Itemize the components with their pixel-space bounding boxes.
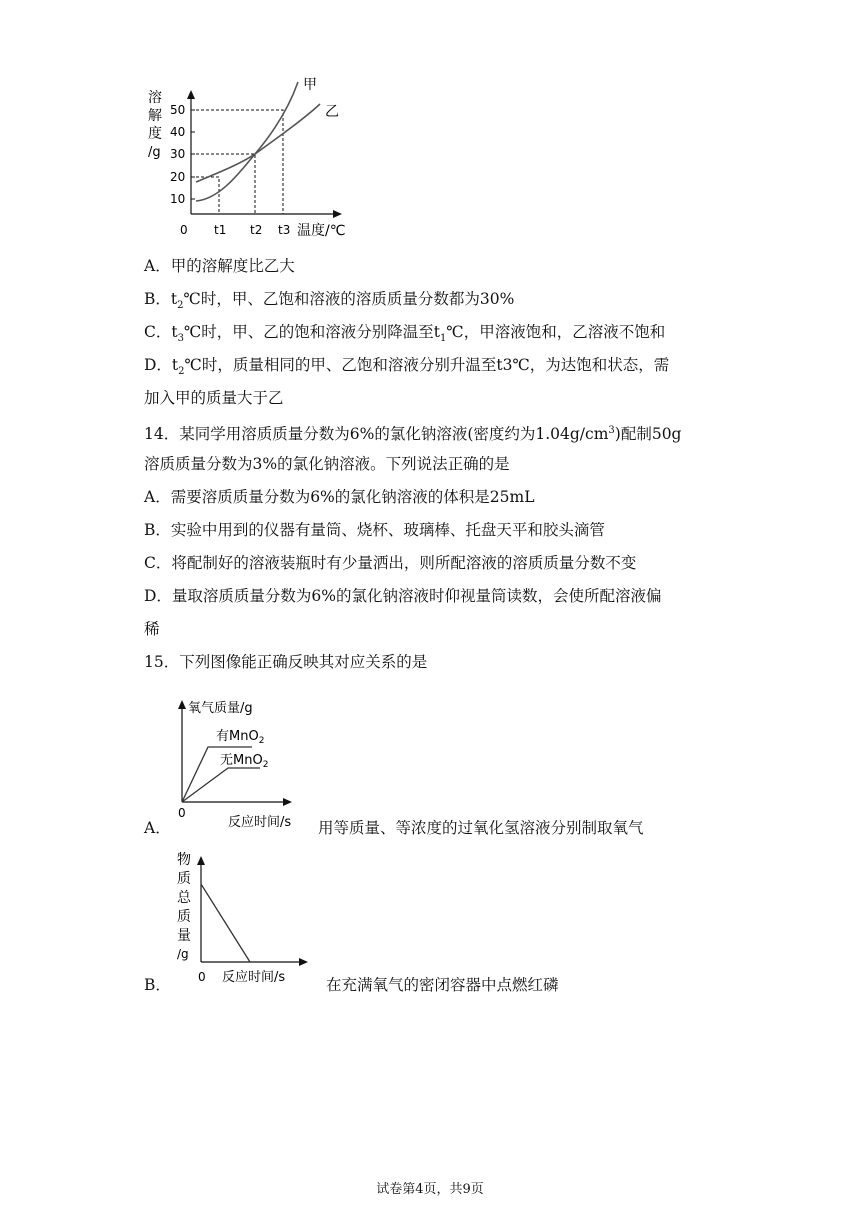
y-axis-label-char: 溶: [148, 90, 162, 106]
q14-stem: 14．某同学用溶质质量分数为6%的氯化钠溶液(密度约为$1.04g/cm^3$)配制50g: [144, 425, 682, 444]
y-axis-label-char: 质: [177, 909, 191, 925]
q14-option-a: A．需要溶质质量分数为6%的氯化钠溶液的体积是25mL: [144, 488, 535, 506]
q13-option-b: B．$t_2℃$时，甲、乙饱和溶液的溶质质量分数都为30%: [144, 290, 515, 312]
mass-line: [201, 884, 250, 962]
x-axis-label: 反应时间/s: [228, 815, 292, 830]
q14-option-d: D．量取溶质质量分数为6%的氯化钠溶液时仰视量筒读数，会使所配溶液偏: [144, 587, 662, 605]
series-yi-curve: [196, 104, 320, 182]
y-tick-label: 40: [170, 125, 186, 139]
x-tick-label: t2: [250, 223, 263, 237]
y-axis-label-char: 总: [177, 890, 191, 906]
q13-option-c: C．$t_3℃$时，甲、乙的饱和溶液分别降温至$t_1℃$，甲溶液饱和，乙溶液不饱和: [144, 323, 666, 345]
y-axis-label-char: 物: [177, 852, 191, 868]
y-axis-arrow: [178, 700, 186, 709]
x-axis-label: 反应时间/s: [222, 970, 286, 985]
origin-label: 0: [178, 806, 186, 820]
y-tick-label: 30: [170, 147, 186, 161]
x-axis-arrow: [283, 798, 292, 806]
series-label-jia: 甲: [303, 77, 317, 93]
y-axis-label-char: /g: [148, 145, 161, 160]
y-axis-label-char: /g: [177, 947, 189, 961]
y-axis-label: 氧气质量/g: [188, 701, 253, 716]
q15-option-a-text: 用等质量、等浓度的过氧化氢溶液分别制取氧气: [318, 819, 644, 837]
series-label-yi: 乙: [325, 104, 339, 120]
y-axis-label-char: 质: [177, 871, 191, 887]
total-mass-chart: [170, 848, 320, 988]
y-axis-label-char: 量: [177, 928, 191, 944]
origin-label: 0: [198, 970, 206, 984]
q13-option-a: A．甲的溶解度比乙大: [144, 257, 295, 275]
without-mno2-line: [182, 768, 260, 802]
solubility-chart: [140, 72, 360, 244]
x-tick-label: t1: [214, 223, 227, 237]
without-mno2-label: 无MnO$_2$: [220, 753, 269, 770]
y-axis-label-char: 度: [148, 126, 162, 142]
q13-option-d: D．$t_2℃$时，质量相同的甲、乙饱和溶液分别升温至t3℃，为达饱和状态，需: [144, 356, 670, 378]
q15-option-a: A．: [144, 819, 171, 837]
y-axis-arrow: [187, 90, 195, 99]
q15-option-b-text: 在充满氧气的密闭容器中点燃红磷: [326, 976, 559, 994]
x-axis-arrow: [299, 958, 308, 966]
y-tick-label: 50: [170, 103, 186, 117]
y-axis-arrow: [197, 856, 205, 865]
y-axis-label-char: 解: [148, 108, 162, 124]
q15-stem: 15．下列图像能正确反映其对应关系的是: [144, 653, 428, 671]
x-axis-arrow: [333, 210, 342, 218]
page-footer: 试卷第4页，共9页: [376, 1182, 484, 1197]
q14-option-c: C．将配制好的溶液装瓶时有少量洒出，则所配溶液的溶质质量分数不变: [144, 554, 637, 572]
y-tick-label: 20: [170, 170, 186, 184]
q14-option-d-cont: 稀: [144, 620, 160, 638]
x-axis-label: 温度/℃: [297, 223, 346, 239]
with-mno2-label: 有MnO$_2$: [216, 729, 265, 746]
q14-option-b: B．实验中用到的仪器有量筒、烧杯、玻璃棒、托盘天平和胶头滴管: [144, 521, 605, 539]
q15-option-b: B．: [144, 976, 171, 994]
origin-label: 0: [180, 223, 188, 237]
oxygen-mass-chart: [170, 690, 310, 832]
q14-stem-cont: 溶质质量分数为3%的氯化钠溶液。下列说法正确的是: [144, 455, 510, 473]
x-tick-label: t3: [278, 223, 291, 237]
q13-option-d-cont: 加入甲的质量大于乙: [144, 389, 284, 407]
y-tick-label: 10: [170, 192, 186, 206]
